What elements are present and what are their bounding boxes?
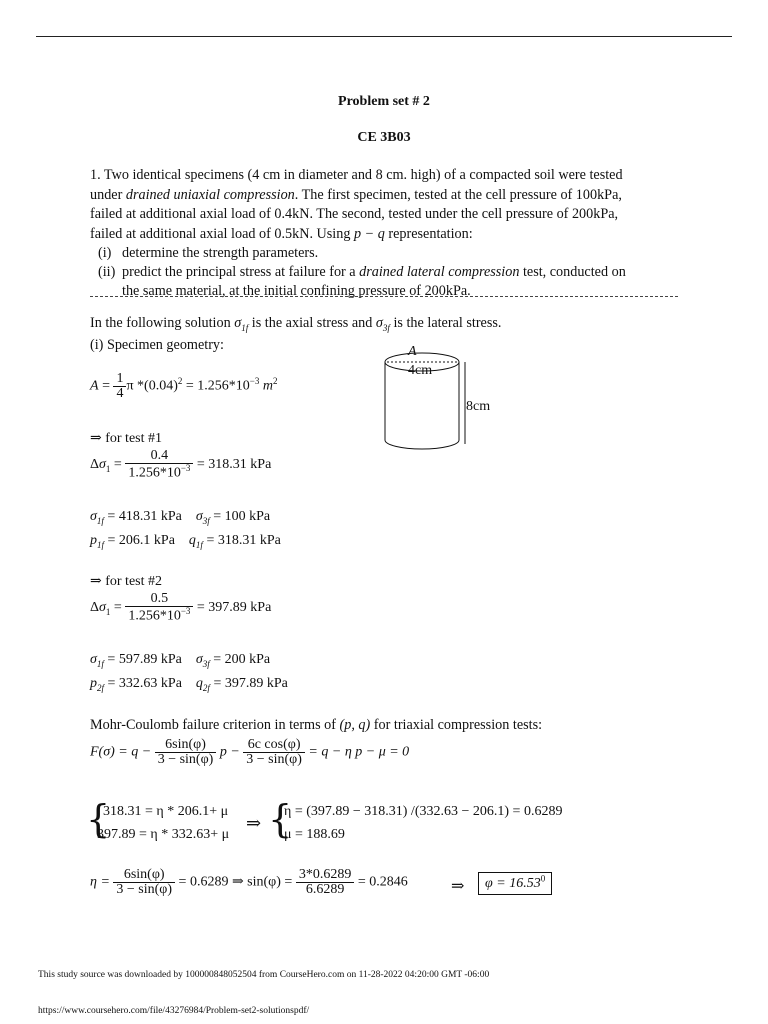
system-eq-2: 397.89 = η * 332.63+ μ: [97, 827, 230, 842]
problem-item-2: (ii) predict the principal stress at failure for a drained lateral compression test, conducted on: [98, 264, 626, 280]
system-eq-1: 318.31 = η * 206.1+ μ: [103, 804, 229, 819]
area-formula: A = $\frac{1}{4}$ π $*(0.04)^2 = 1.256*10^{-3}$ $m^2$: [90, 371, 278, 401]
problem-line-4: failed at additional axial load of 0.5kN. Using p − q representation:: [90, 225, 473, 242]
cylinder-bottom-arc: [385, 440, 459, 449]
test2-sigmas: $\sigma_{1f} = 597.89$ kPa $\sigma_{3f} = 200$ kPa: [90, 652, 271, 669]
test2-delta-sigma: $\Delta\sigma_1$ = $\frac{0.5}{1.256*10^{-3}}$ = 397.89 kPa: [90, 591, 272, 624]
solution-intro: In the following solution $\sigma_{1f}$ is the axial stress and $\sigma_{3f}$ is the lateral stress.: [90, 315, 502, 333]
test1-delta-sigma: $\Delta\sigma_1$ = $\frac{0.4}{1.256*10^{-3}}$ = 318.31 kPa: [90, 448, 272, 481]
problem-item-1: (i) determine the strength parameters.: [98, 245, 319, 261]
problem-line-1: 1. Two identical specimens (4 cm in diameter and 8 cm. high) of a compacted soil were tested: [90, 167, 623, 183]
page-title: Problem set # 2: [338, 94, 430, 109]
cylinder-height-label: 8cm: [466, 399, 491, 414]
top-rule: [36, 36, 732, 37]
mohr-coulomb-text: Mohr-Coulomb failure criterion in terms of (p, q) for triaxial compression tests:: [90, 717, 543, 733]
system-result-eta: η = (397.89 − 318.31) /(332.63 − 206.1) = 0.6289: [284, 804, 563, 819]
problem-line-2: under drained uniaxial compression. The first specimen, tested at the cell pressure of 100kPa,: [90, 186, 622, 203]
friction-angle-result: $\varphi = 16.53^0$: [478, 874, 552, 891]
system-arrow: ⇒: [246, 813, 262, 833]
test2-label: ⇒ for test #2: [90, 574, 162, 589]
course-code: CE 3B03: [357, 130, 411, 145]
test1-pq: $p_{1f} = 206.1$ kPa $q_{1f} = 318.31$ kPa: [90, 533, 281, 550]
mohr-coulomb-equation: F(σ) = q − $\frac{6\sin(\varphi)}{3 - \sin(\varphi)}$ p − $\frac{\text{6c cos(φ)}}{3 - \sin(\varphi)}$ = q − η p − μ = 0: [90, 737, 410, 767]
system-result-mu: μ = 188.69: [284, 827, 345, 842]
problem-statement: [90, 166, 680, 244]
problem-item-2-cont: the same material, at the initial confining pressure of 200kPa.: [122, 283, 471, 299]
test1-label: ⇒ for test #1: [90, 431, 162, 446]
cylinder-diameter-label: 4cm: [408, 363, 433, 378]
test2-pq: $p_{2f} = 332.63$ kPa $q_{2f} = 397.89$ kPa: [90, 676, 288, 693]
specimen-geometry-label: (i) Specimen geometry:: [90, 337, 224, 353]
download-notice: This study source was downloaded by 100000848052504 from CourseHero.com on 11-28-2022 04:20:00 GMT -06:00: [38, 970, 490, 980]
final-arrow: ⇒: [451, 878, 465, 895]
left-brace: {: [86, 797, 111, 841]
cylinder-area-label: A: [408, 344, 417, 359]
friction-angle-derivation: η = $\frac{6\sin(\varphi)}{3 - \sin(\varphi)}$ = 0.6289 ⇒ sin(φ) = $\frac{3*0.6289}{6.6289}$ = 0.2846: [90, 867, 408, 897]
right-brace: {: [268, 797, 293, 841]
source-url[interactable]: https://www.coursehero.com/file/43276984/Problem-set2-solutionspdf/: [38, 1006, 310, 1016]
test1-sigmas: $\sigma_{1f} = 418.31$ kPa $\sigma_{3f} = 100$ kPa: [90, 509, 271, 526]
problem-line-3: failed at additional axial load of 0.4kN. The second, tested under the cell pressure of 200kPa,: [90, 206, 619, 222]
separator-dashed: [90, 296, 678, 297]
